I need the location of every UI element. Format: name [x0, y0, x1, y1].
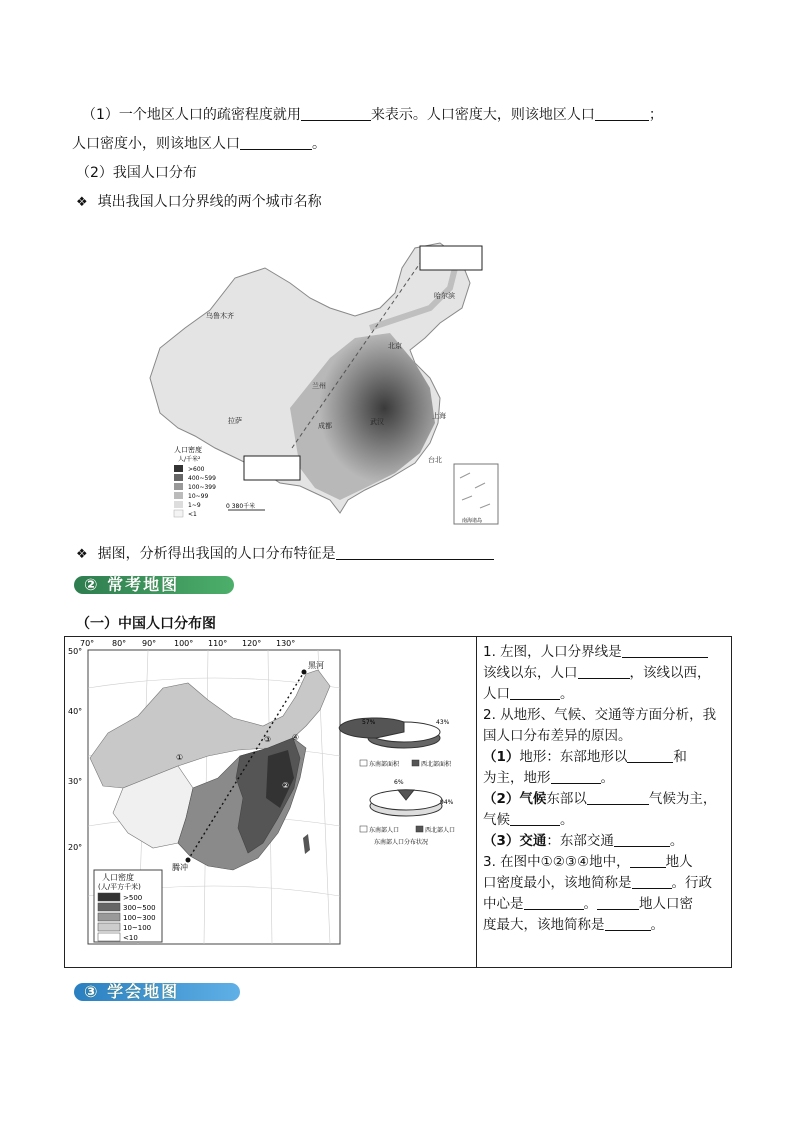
table-divider — [476, 636, 477, 967]
text: 人口 — [483, 686, 510, 702]
city-label: 拉萨 — [228, 417, 242, 425]
text: ，该线以西， — [629, 665, 711, 681]
q1-line2 — [72, 133, 326, 153]
legend2-title: 人口密度 — [102, 873, 134, 882]
legend-label: <1 — [188, 511, 197, 518]
text: 填出我国人口分界线的两个城市名称 — [97, 194, 322, 210]
china-population-map-2 — [68, 638, 472, 964]
answer-blank[interactable] — [630, 853, 666, 868]
population-pie-chart — [360, 779, 455, 846]
section-banner-learn-maps: ③ 学会地图 — [74, 983, 240, 1001]
text: 。 — [560, 686, 574, 702]
text: 气候 — [483, 812, 510, 828]
lon-label: 110° — [208, 639, 228, 648]
text: 东部以 — [546, 791, 587, 807]
circle-4: ④ — [292, 733, 300, 742]
text: 气候为主， — [648, 791, 717, 807]
legend-title: 人口密度 — [174, 446, 202, 454]
q1-line-c — [483, 682, 574, 702]
q3-line-a — [483, 850, 693, 870]
q1-line1 — [82, 104, 663, 124]
answer-blank[interactable] — [551, 769, 601, 784]
lat-label: 50° — [68, 647, 83, 656]
pie1-key2: 西北部面积 — [421, 761, 452, 768]
q2-line-a: 2. 从地形、气候、交通等方面分析，我 — [483, 707, 717, 723]
text: ； — [648, 107, 663, 123]
text: 地形：东部地形以 — [519, 749, 628, 765]
text: 。 — [312, 136, 326, 152]
text: 和 — [673, 749, 687, 765]
answer-blank[interactable] — [595, 106, 649, 121]
q2-heading: （2）我国人口分布 — [76, 165, 197, 181]
pie1-right: 43% — [436, 719, 450, 726]
text: （1） — [483, 749, 520, 765]
pie2-top: 6% — [394, 779, 404, 786]
lon-label: 130° — [276, 639, 296, 648]
q2-terrain-b — [483, 766, 614, 786]
legend-swatches — [174, 465, 183, 517]
q2-terrain — [483, 745, 687, 765]
inset-label: 南海诸岛 — [462, 518, 483, 524]
pie1-key1: 东南部面积 — [369, 761, 400, 768]
text: 来表示。人口密度大，则该地区人口 — [370, 107, 595, 123]
city-label: 上海 — [432, 412, 446, 420]
q2-transport — [483, 829, 683, 849]
answer-blank[interactable] — [301, 106, 371, 121]
answer-blank[interactable] — [627, 748, 673, 763]
china-population-density-map — [140, 238, 502, 528]
text: （1）一个地区人口的疏密程度就用 — [82, 107, 301, 123]
pie1-left: 57% — [362, 719, 376, 726]
text: 。 — [650, 917, 664, 933]
area-pie-chart — [339, 718, 452, 768]
text: 。 — [669, 833, 684, 849]
bullet-fill-cities — [76, 191, 322, 211]
answer-blank[interactable] — [524, 895, 584, 910]
pie2-key1: 东南部人口 — [369, 827, 400, 834]
text: 。 — [560, 812, 574, 828]
city-label: 乌鲁木齐 — [206, 312, 234, 320]
text: （3）交通 — [483, 833, 547, 849]
city-label: 成都 — [318, 422, 332, 430]
section-title: （一）中国人口分布图 — [76, 616, 216, 632]
text: 。行政 — [671, 875, 712, 891]
lon-label: 120° — [242, 639, 262, 648]
answer-blank[interactable] — [597, 895, 639, 910]
q1-line-b — [483, 661, 711, 681]
section-banner-common-maps: ② 常考地图 — [74, 576, 234, 594]
scale-label: 0 380千米 — [226, 503, 256, 510]
q2-climate-b — [483, 808, 574, 828]
answer-blank[interactable] — [578, 664, 630, 679]
lon-label: 100° — [174, 639, 194, 648]
circle-3: ③ — [264, 735, 272, 744]
text: 该线以东，人口 — [483, 665, 578, 681]
text: 口密度最小，该地简称是 — [483, 875, 632, 891]
text: 3. 在图中①②③④地中， — [483, 854, 630, 870]
answer-blank[interactable] — [614, 832, 670, 847]
answer-blank[interactable] — [632, 874, 672, 889]
lat-label: 40° — [68, 707, 83, 716]
text: 地人口密 — [639, 896, 693, 912]
lon-label: 90° — [142, 639, 157, 648]
diamond-bullet-icon: ❖ — [76, 547, 88, 562]
city-answer-box-top[interactable] — [420, 246, 482, 270]
text: 1. 左图，人口分界线是 — [483, 644, 622, 660]
q2-line-b: 国人口分布差异的原因。 — [483, 728, 632, 744]
answer-blank[interactable] — [510, 811, 560, 826]
city-tengchong: 腾冲 — [172, 863, 188, 872]
pie-caption: 东南部人口分布状况 — [374, 839, 429, 846]
legend-label: 10~99 — [188, 493, 209, 500]
text: 度最大，该地简称是 — [483, 917, 605, 933]
text: ：东部交通 — [546, 833, 614, 849]
legend2-label: <10 — [123, 934, 138, 942]
lat-label: 20° — [68, 843, 83, 852]
city-label: 武汉 — [370, 418, 384, 426]
city-label: 兰州 — [312, 382, 326, 390]
city-label: 台北 — [428, 456, 442, 464]
diamond-bullet-icon: ❖ — [76, 195, 88, 210]
circle-1: ① — [176, 753, 184, 762]
q3-line-d — [483, 913, 664, 933]
text: 为主，地形 — [483, 770, 551, 786]
legend2-label: 10~100 — [123, 924, 152, 932]
city-heihe: 黑河 — [308, 661, 324, 670]
text: 。 — [583, 896, 597, 912]
text: 人口密度小，则该地区人口 — [72, 136, 240, 152]
legend2-label: 300~500 — [123, 904, 156, 912]
legend2-label: >500 — [123, 894, 143, 902]
pie2-right: 94% — [440, 799, 454, 806]
legend-unit: 人/千米² — [178, 456, 201, 463]
legend-label: 1~9 — [188, 502, 201, 509]
legend2-unit: (人/平方千米) — [98, 883, 141, 891]
q3-line-b — [483, 871, 712, 891]
text: 中心是 — [483, 896, 524, 912]
answer-blank[interactable] — [622, 643, 708, 658]
bullet-distribution — [76, 543, 494, 563]
south-china-sea-inset — [454, 464, 498, 524]
lon-label: 80° — [112, 639, 127, 648]
lon-label: 70° — [80, 639, 95, 648]
legend-label: 100~399 — [188, 484, 216, 491]
answer-blank[interactable] — [240, 135, 312, 150]
legend-label: >600 — [188, 466, 205, 473]
circle-2: ② — [282, 781, 290, 790]
q1-line-a — [483, 640, 708, 660]
city-answer-box-bottom[interactable] — [244, 456, 300, 480]
answer-blank[interactable] — [605, 916, 651, 931]
q2-climate — [483, 787, 716, 807]
city-label: 哈尔滨 — [434, 292, 455, 300]
answer-blank[interactable] — [587, 790, 649, 805]
q3-line-c — [483, 892, 693, 912]
text: 地人 — [665, 854, 693, 870]
text: 。 — [600, 770, 614, 786]
legend-label: 400~599 — [188, 475, 216, 482]
answer-blank[interactable] — [336, 545, 494, 560]
lat-label: 30° — [68, 777, 83, 786]
text: 据图，分析得出我国的人口分布特征是 — [97, 546, 336, 562]
city-label: 北京 — [388, 342, 402, 350]
answer-blank[interactable] — [510, 685, 560, 700]
text: （2）气候 — [483, 791, 547, 807]
legend2-label: 100~300 — [123, 914, 156, 922]
pie2-key2: 西北部人口 — [425, 827, 456, 834]
